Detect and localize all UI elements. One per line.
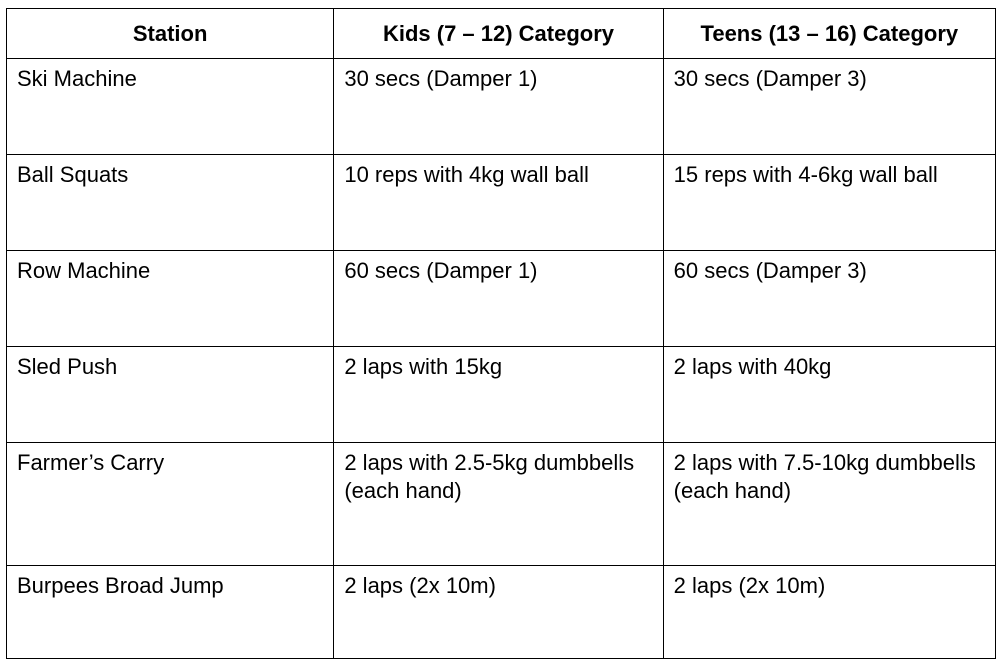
kids-cell: 60 secs (Damper 1): [334, 251, 663, 347]
table-row: [7, 566, 996, 659]
header-kids-category: Kids (7 – 12) Category: [334, 9, 663, 59]
station-cell: Farmer’s Carry: [7, 443, 334, 566]
teens-cell: 2 laps (2x 10m): [663, 566, 995, 659]
header-teens-category: Teens (13 – 16) Category: [663, 9, 995, 59]
kids-cell: 10 reps with 4kg wall ball: [334, 155, 663, 251]
table-row: [7, 59, 996, 155]
station-cell: Sled Push: [7, 347, 334, 443]
teens-cell: 2 laps with 40kg: [663, 347, 995, 443]
table-row: [7, 251, 996, 347]
station-cell: Burpees Broad Jump: [7, 566, 334, 659]
table-header-row: [7, 9, 996, 59]
station-cell: Ski Machine: [7, 59, 334, 155]
station-cell: Ball Squats: [7, 155, 334, 251]
teens-cell: 2 laps with 7.5-10kg dumbbells (each hand): [663, 443, 995, 566]
kids-cell: 2 laps (2x 10m): [334, 566, 663, 659]
table-row: [7, 155, 996, 251]
header-station: Station: [7, 9, 334, 59]
teens-cell: 60 secs (Damper 3): [663, 251, 995, 347]
table-row: [7, 347, 996, 443]
kids-cell: 2 laps with 15kg: [334, 347, 663, 443]
teens-cell: 30 secs (Damper 3): [663, 59, 995, 155]
station-cell: Row Machine: [7, 251, 334, 347]
kids-cell: 2 laps with 2.5-5kg dumbbells (each hand): [334, 443, 663, 566]
table-row: [7, 443, 996, 566]
kids-cell: 30 secs (Damper 1): [334, 59, 663, 155]
teens-cell: 15 reps with 4-6kg wall ball: [663, 155, 995, 251]
stations-table: [6, 8, 996, 659]
